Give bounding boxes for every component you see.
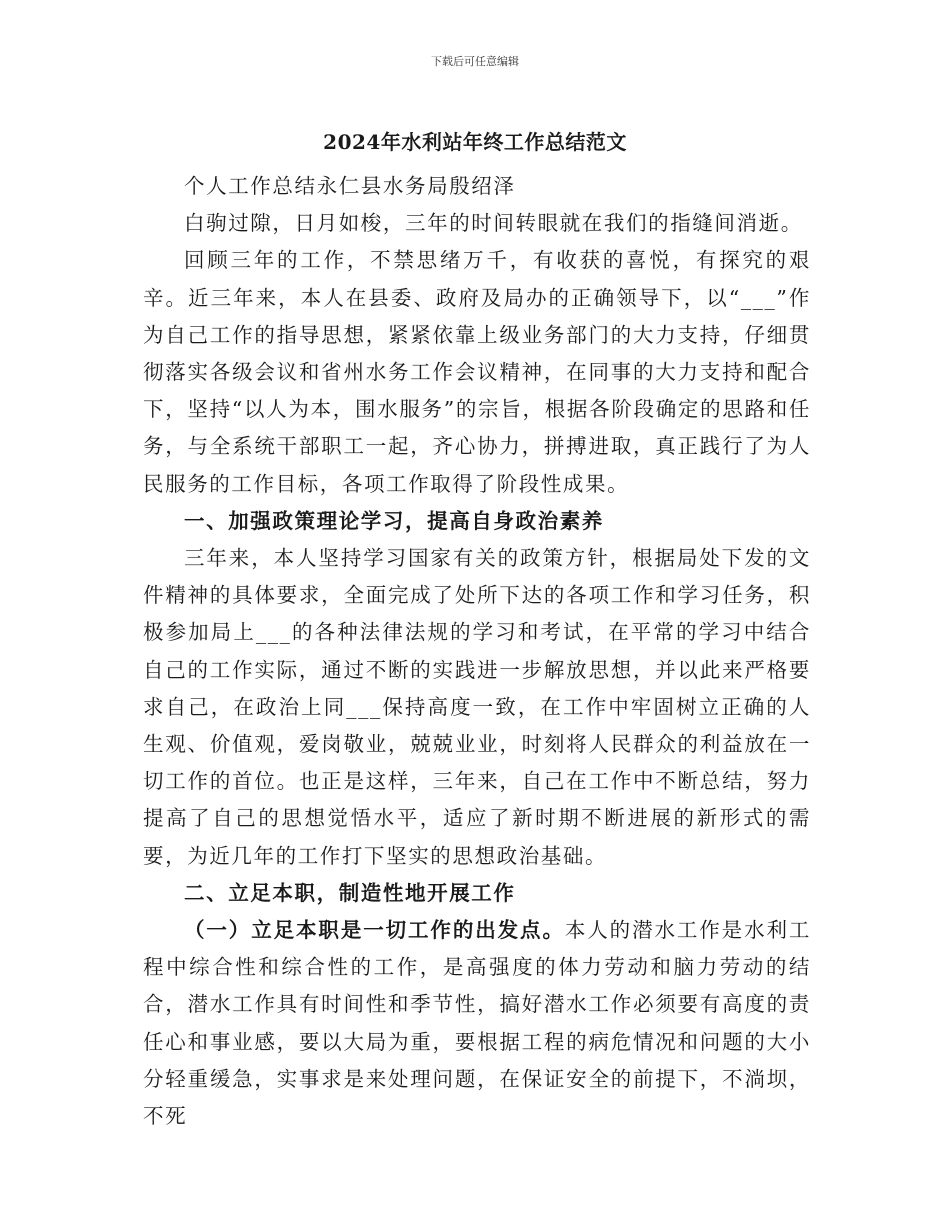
author-line: 个人工作总结永仁县水务局殷绍泽 [184, 174, 516, 198]
subsection-text: 本人的潜水工作是水利工程中综合性和综合性的工作，是高强度的体力劳动和脑力劳动的结合，潜水工作具有时间性和季节性，搞好潜水工作必须要有高度的责任心和事业感，要以大局为重，要根据工程的病危情况和问题的大小分轻重缓急，实事求是来处理问题，在保证安全的前提下，不淌坝，不死 [143, 918, 811, 1129]
paragraph-study: 三年来，本人坚持学习国家有关的政策方针，根据局处下发的文件精神的具体要求，全面完成了处所下达的各项工作和学习任务，积极参加局上___的各种法律法规的学习和考试，在平常的学习中结合自己的工作实际，通过不断的实践进一步解放思想，并以此来严格要求自己，在政治上同___保持高度一致，在工作中牢固树立正确的人生观、价值观，爱岗敬业，兢兢业业，时刻将人民群众的利益放在一切工作的首位。也正是这样，三年来，自己在工作中不断总结，努力提高了自己的思想觉悟水平，适应了新时期不断进展的新形式的需要，为近几年的工作打下坚实的思想政治基础。 [143, 546, 811, 868]
header-note: 下载后可任意编辑 [431, 55, 519, 68]
section-heading-1: 一、加强政策理论学习，提高自身政治素养 [184, 508, 604, 533]
document-title: 2024年水利站年终工作总结范文 [323, 130, 627, 154]
paragraph-review: 回顾三年的工作，不禁思绪万千，有收获的喜悦，有探究的艰辛。近三年来，本人在县委、政府及局办的正确领导下，以“___”作为自己工作的指导思想，紧紧依靠上级业务部门的大力支持，仔细贯彻落实各级会议和省州水务工作会议精神，在同事的大力支持和配合下，坚持“以人为本，围水服务”的宗旨，根据各阶段确定的思路和任务，与全系统干部职工一起，齐心协力，拼搏进取，真正践行了为人民服务的工作目标，各项工作取得了阶段性成果。 [143, 248, 811, 496]
subsection-lead: （一）立足本职是一切工作的出发点。 [184, 918, 565, 943]
paragraph-opening: 白驹过隙，日月如梭，三年的时间转眼就在我们的指缝间消逝。 [184, 211, 803, 236]
paragraph-duty [143, 912, 811, 1135]
document-body [143, 168, 811, 1135]
section-heading-2: 二、立足本职，制造性地开展工作 [184, 880, 516, 905]
